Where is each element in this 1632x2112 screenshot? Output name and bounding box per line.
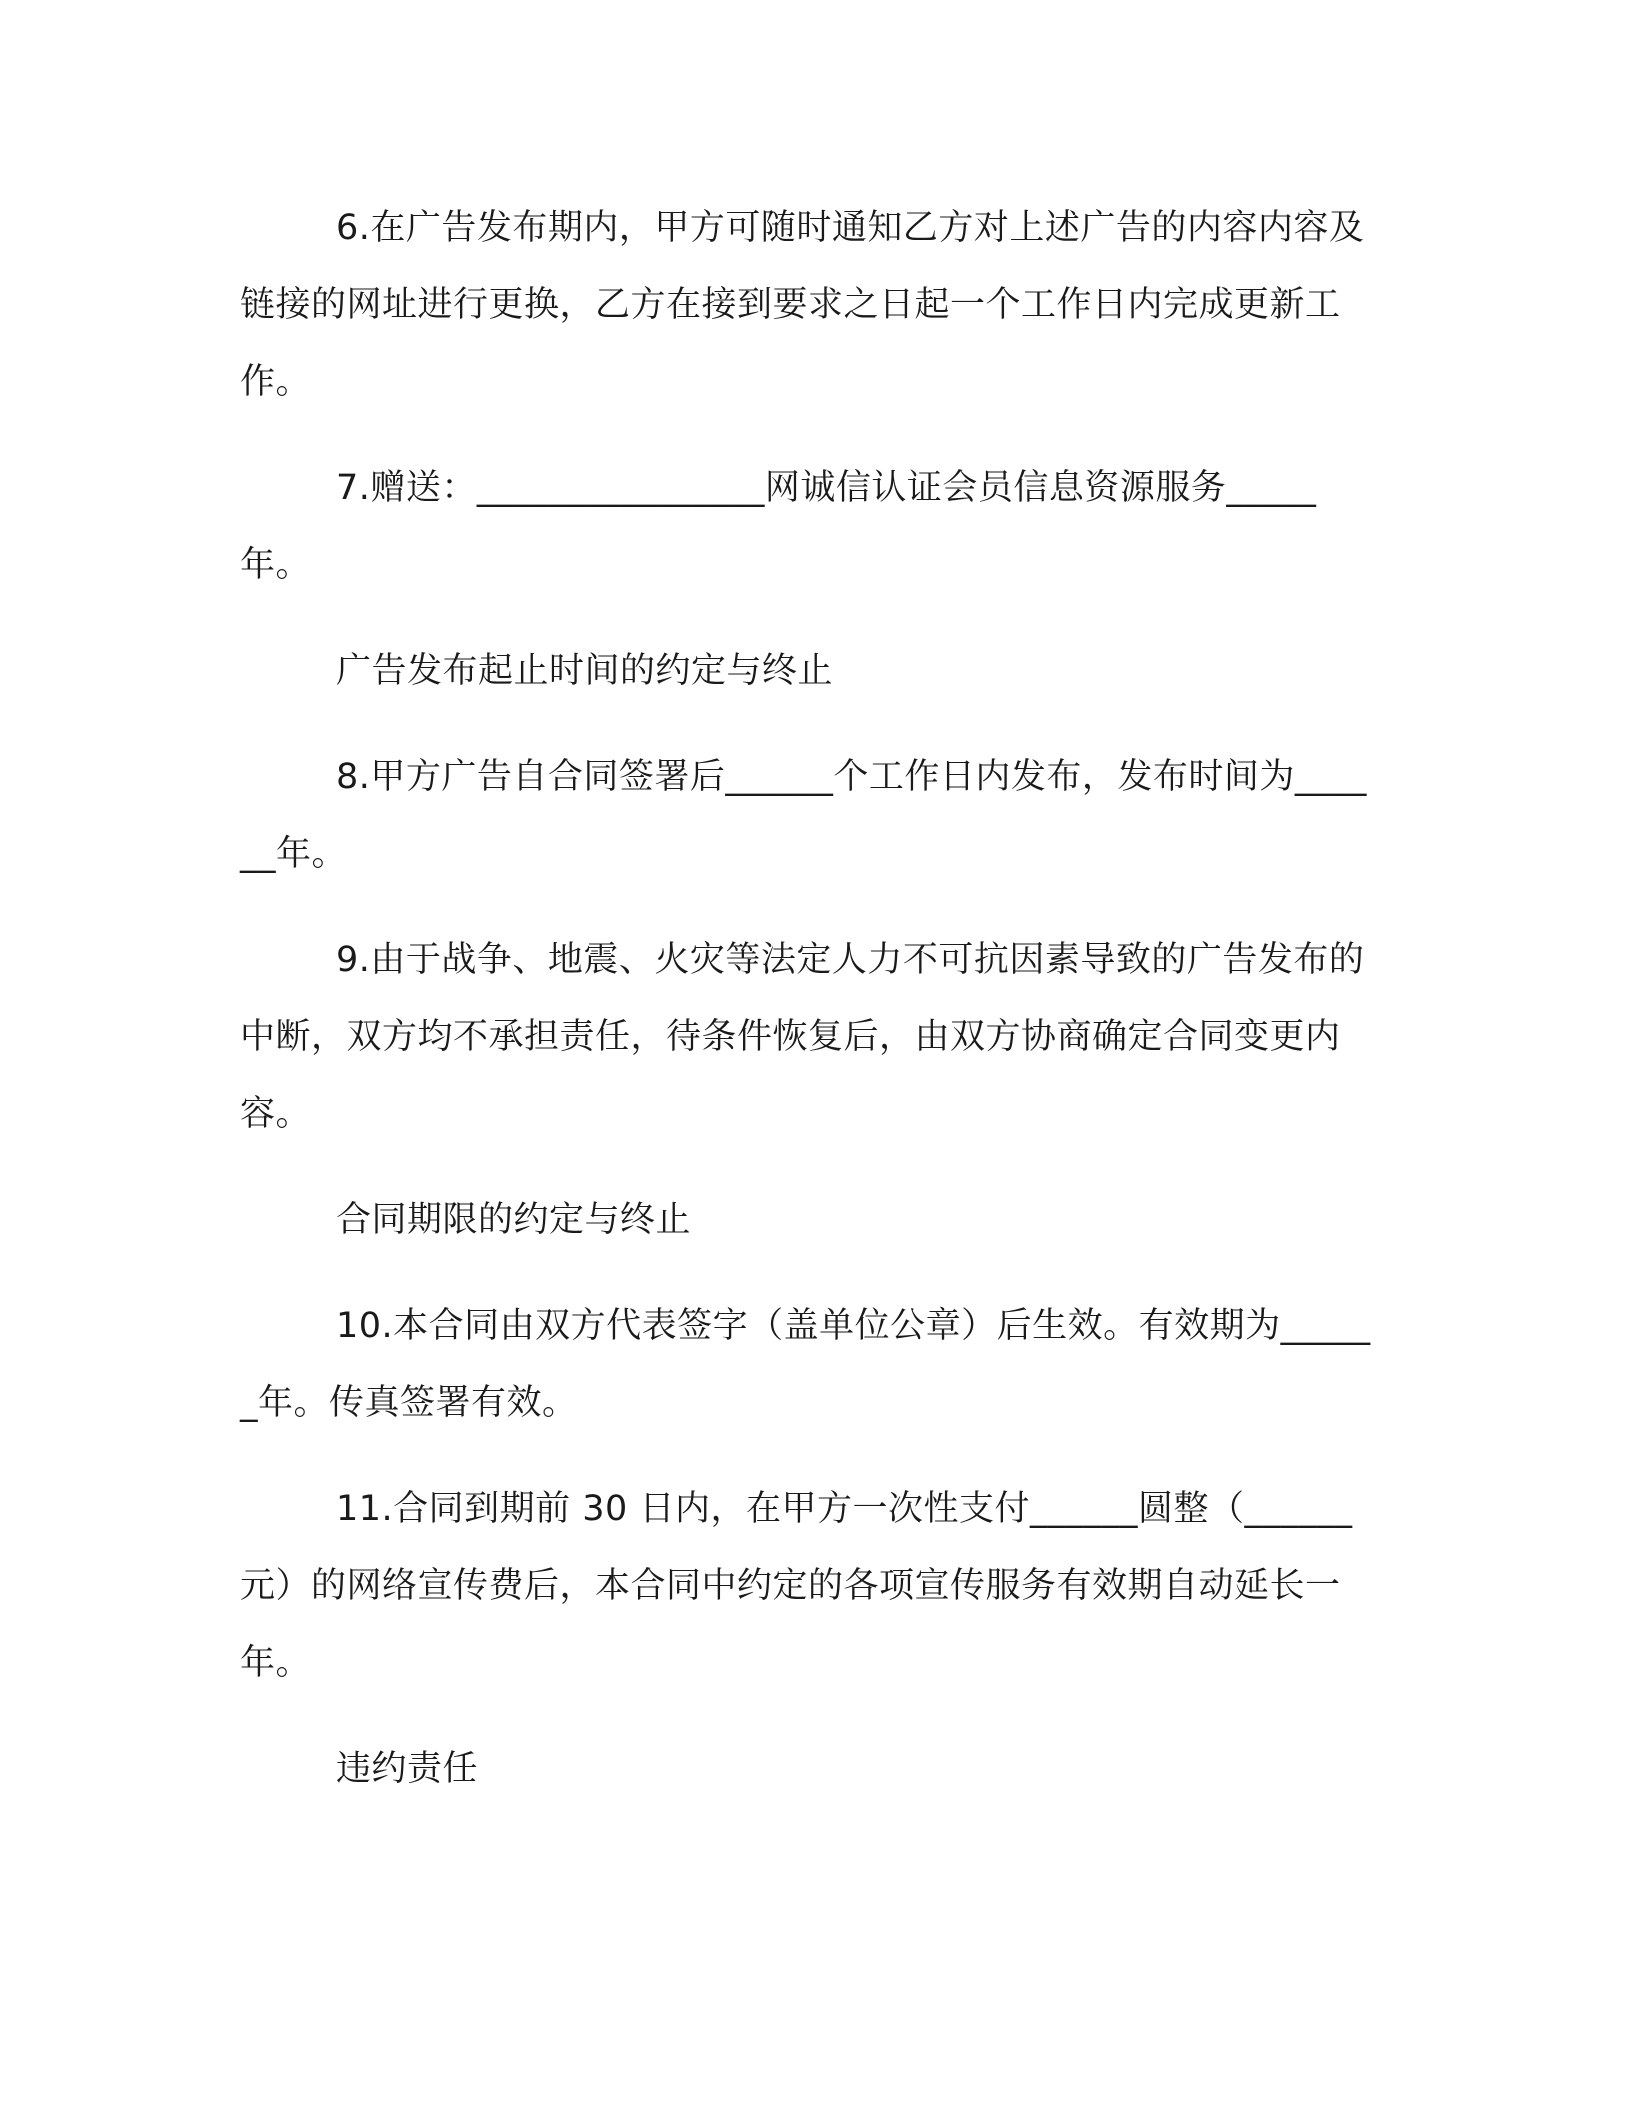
- clause-9: 9.由于战争、地震、火灾等法定人力不可抗因素导致的广告发布的中断，双方均不承担责任，待条件恢复后，由双方协商确定合同变更内容。: [240, 940, 1365, 1134]
- clause-8: 8.甲方广告自合同签署后______个工作日内发布，发布时间为______年。: [240, 757, 1367, 874]
- section-heading-ad-period: 广告发布起止时间的约定与终止: [336, 651, 834, 691]
- document-body: [240, 190, 1380, 1837]
- clause-10: 10.本合同由双方代表签字（盖单位公章）后生效。有效期为______年。传真签署有效。: [240, 1306, 1371, 1423]
- clause-11: 11.合同到期前 30 日内，在甲方一次性支付______圆整（______元）的网络宣传费后，本合同中约定的各项宣传服务有效期自动延长一年。: [240, 1489, 1353, 1683]
- section-heading-liability: 违约责任: [336, 1749, 479, 1789]
- clause-6: 6.在广告发布期内，甲方可随时通知乙方对上述广告的内容内容及链接的网址进行更换，乙方在接到要求之日起一个工作日内完成更新工作。: [240, 208, 1365, 402]
- section-heading-contract-term: 合同期限的约定与终止: [336, 1200, 692, 1240]
- clause-7: 7.赠送：________________网诚信认证会员信息资源服务_____年。: [240, 468, 1317, 585]
